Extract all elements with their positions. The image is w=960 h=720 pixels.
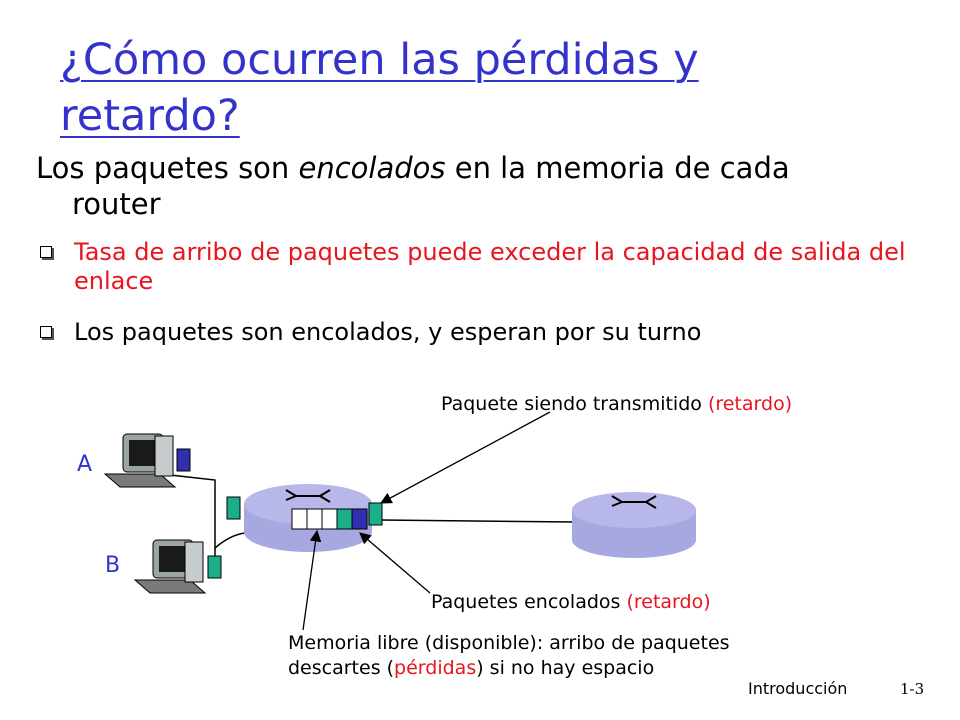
bullet-text: Los paquetes son encolados, y esperan por su turno: [74, 318, 702, 346]
lead-text-continued: router: [72, 187, 161, 221]
packet-arriving: [227, 497, 240, 519]
router-2-icon: [572, 492, 696, 558]
bullet-text: Tasa de arribo de paquetes puede exceder la capacidad de salida del enlace: [74, 238, 906, 295]
label-free-line2: [288, 656, 730, 681]
link-routers: [380, 520, 575, 522]
footer-section: Introducción: [748, 679, 848, 698]
label-queued-text: Paquetes encolados: [431, 591, 627, 613]
footer-page-number: 1-3: [900, 680, 925, 698]
label-queued-delay: (retardo): [626, 591, 711, 613]
label-queued: [431, 590, 711, 615]
label-transmitting-text: Paquete siendo transmitido: [441, 393, 708, 415]
packet-from-a: [177, 449, 190, 471]
lead-text-pre: Los paquetes son: [36, 151, 299, 185]
arrow-queued: [360, 533, 430, 593]
packet-from-b: [208, 556, 221, 578]
label-free-losses: pérdidas: [394, 657, 477, 679]
lead-text-post: en la memoria de cada: [445, 151, 790, 185]
computer-a-icon: [105, 434, 175, 487]
computer-b-icon: [135, 540, 205, 593]
label-transmitting-delay: (retardo): [707, 393, 793, 415]
router-queue-buffer: [292, 509, 367, 529]
host-a-label: A: [77, 452, 93, 477]
lead-emphasis: encolados: [298, 151, 446, 185]
label-free-memory: [288, 631, 730, 681]
label-free-pre: descartes (: [288, 657, 395, 679]
label-free-post: ) si no hay espacio: [476, 657, 655, 679]
slide-title: ¿Cómo ocurren las pérdidas y retardo?: [60, 35, 699, 141]
label-transmitting: [441, 392, 792, 417]
packet-transmitting: [369, 503, 382, 525]
arrow-transmitting: [381, 412, 550, 503]
label-free-line1: Memoria libre (disponible): arribo de paquetes: [288, 632, 730, 654]
host-b-label: B: [105, 553, 121, 578]
